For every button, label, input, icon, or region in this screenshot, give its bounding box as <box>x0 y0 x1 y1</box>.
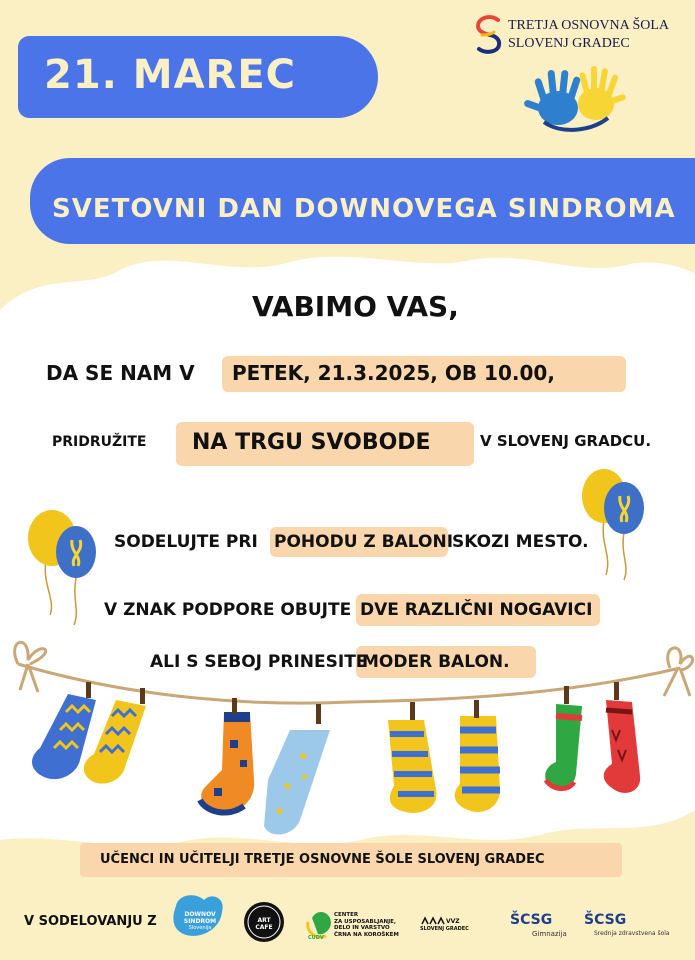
center-line3: DELO IN VARSTVO <box>334 925 390 931</box>
invite-line1-prefix: DA SE NAM V <box>46 361 195 385</box>
downov-line1: DOWNOV <box>184 911 216 918</box>
invite-line2-highlight: NA TRGU SVOBODE <box>192 430 431 455</box>
svg-text:★: ★ <box>300 772 309 783</box>
invite-line1-highlight: PETEK, 21.3.2025, OB 10.00, <box>232 361 555 385</box>
event-title: SVETOVNI DAN DOWNOVEGA SINDROMA <box>52 194 676 224</box>
scsg-gimnazija-subtext: Gimnazija <box>532 930 567 938</box>
school-name-line1: TRETJA OSNOVNA ŠOLA <box>508 18 670 33</box>
svg-text:★: ★ <box>282 779 293 793</box>
school-name-line2: SLOVENJ GRADEC <box>508 36 630 51</box>
center-crna-logo <box>334 912 399 938</box>
vvz-logo-subtext: SLOVENJ GRADEC <box>420 926 469 932</box>
downov-line3: Slovenija <box>188 925 212 931</box>
invite-heading: VABIMO VAS, <box>252 290 459 323</box>
scsg-szs-subtext: Srednja zdravstvena šola <box>594 930 670 937</box>
partners-label: V SODELOVANJU Z <box>24 914 157 929</box>
downov-line2: SINDROM <box>183 918 217 925</box>
invite-line3-suffix: SKOZI MESTO. <box>452 532 589 552</box>
center-line2: ZA USPOSABLJANJE, <box>334 918 397 925</box>
invite-line3-highlight: POHODU Z BALONI <box>274 532 454 552</box>
invite-line3-prefix: SODELUJTE PRI <box>114 532 258 552</box>
downov-sindrom-logo <box>183 911 217 932</box>
art-cafe-logo: ART CAFE <box>255 917 273 931</box>
center-line4: ČRNA NA KOROŠKEM <box>334 931 399 938</box>
svg-text:★: ★ <box>274 804 285 818</box>
credit-text: UČENCI IN UČITELJI TRETJE OSNOVNE ŠOLE SLOVENJ GRADEC <box>100 852 545 867</box>
vvz-logo-text: VVZ <box>446 918 460 925</box>
invite-line4-highlight: DVE RAZLIČNI NOGAVICI <box>360 600 593 620</box>
invite-line5-highlight: MODER BALON. <box>362 652 510 672</box>
vvz-logo-icon <box>422 918 444 924</box>
svg-text:★: ★ <box>298 749 309 763</box>
center-line1: CENTER <box>334 912 359 918</box>
invite-line2-suffix: V SLOVENJ GRADCU. <box>480 432 652 450</box>
invite-line4-prefix: V ZNAK PODPORE OBUJTE <box>104 600 352 620</box>
cudv-logo-icon <box>308 912 331 937</box>
scsg-gimnazija-logo: ŠCSG <box>510 912 553 928</box>
invite-line5-prefix: ALI S SEBOJ PRINESITE <box>150 652 368 672</box>
cudv-logo-text: CUDV <box>308 935 324 941</box>
invite-line2-prefix: PRIDRUŽITE <box>52 434 147 450</box>
scsg-szs-logo: ŠCSG <box>584 912 627 928</box>
event-date: 21. MAREC <box>44 52 297 98</box>
